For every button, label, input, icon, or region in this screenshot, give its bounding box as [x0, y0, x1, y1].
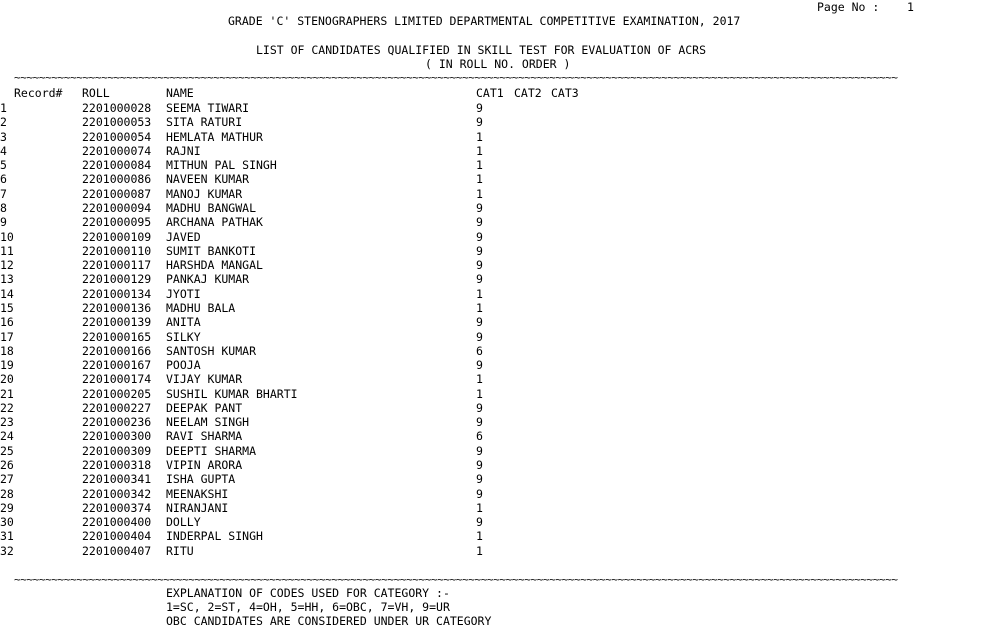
- table-row: [0, 287, 1000, 301]
- column-header-name: NAME: [166, 86, 194, 100]
- cell-cat1: 9: [476, 515, 483, 530]
- table-row: [0, 101, 1000, 115]
- cell-roll: 2201000110: [82, 243, 152, 258]
- table-row: [0, 529, 1000, 543]
- cell-cat1: 9: [476, 101, 483, 115]
- cell-record: 11: [0, 243, 14, 258]
- cell-name: JYOTI: [166, 286, 201, 301]
- cell-record: 23: [0, 415, 14, 430]
- cell-roll: 2201000205: [82, 386, 152, 401]
- cell-name: VIJAY KUMAR: [166, 372, 243, 387]
- cell-record: 28: [0, 486, 14, 501]
- cell-name: DOLLY: [166, 515, 201, 530]
- cell-record: 10: [0, 229, 14, 244]
- cell-cat1: 9: [476, 243, 483, 258]
- cell-roll: 2201000227: [82, 400, 152, 415]
- cell-cat1: 1: [476, 186, 483, 201]
- cell-record: 1: [0, 101, 7, 115]
- cell-name: DEEPAK PANT: [166, 400, 243, 415]
- cell-roll: 2201000094: [82, 200, 152, 215]
- cell-cat1: 1: [476, 372, 483, 387]
- cell-name: SUSHIL KUMAR BHARTI: [166, 386, 298, 401]
- cell-record: 17: [0, 329, 14, 344]
- cell-roll: 2201000165: [82, 329, 152, 344]
- cell-cat1: 9: [476, 400, 483, 415]
- cell-cat1: 9: [476, 229, 483, 244]
- table-row: [0, 344, 1000, 358]
- cell-name: NEELAM SINGH: [166, 415, 250, 430]
- cell-roll: 2201000134: [82, 286, 152, 301]
- cell-cat1: 9: [476, 329, 483, 344]
- table-row: [0, 544, 1000, 558]
- cell-name: MEENAKSHI: [166, 486, 229, 501]
- cell-roll: 2201000236: [82, 415, 152, 430]
- cell-record: 15: [0, 300, 14, 315]
- cell-record: 2: [0, 115, 7, 130]
- cell-name: MADHU BALA: [166, 300, 236, 315]
- table-row: [0, 315, 1000, 329]
- cell-name: SITA RATURI: [166, 115, 243, 130]
- table-row: [0, 215, 1000, 229]
- cell-roll: 2201000084: [82, 158, 152, 173]
- cell-name: NAVEEN KUMAR: [166, 172, 250, 187]
- cell-roll: 2201000174: [82, 372, 152, 387]
- table-row: [0, 244, 1000, 258]
- page-number-label: Page No :: [817, 0, 880, 14]
- cell-roll: 2201000309: [82, 443, 152, 458]
- cell-record: 8: [0, 200, 7, 215]
- cell-cat1: 1: [476, 386, 483, 401]
- cell-roll: 2201000136: [82, 300, 152, 315]
- cell-roll: 2201000054: [82, 129, 152, 144]
- table-row: [0, 515, 1000, 529]
- cell-cat1: 9: [476, 358, 483, 373]
- cell-roll: 2201000087: [82, 186, 152, 201]
- table-row: [0, 258, 1000, 272]
- cell-cat1: 9: [476, 472, 483, 487]
- table-row: [0, 172, 1000, 186]
- candidate-list: [0, 101, 1000, 558]
- cell-record: 26: [0, 458, 14, 473]
- table-row: [0, 372, 1000, 386]
- table-row: [0, 458, 1000, 472]
- cell-cat1: 9: [476, 215, 483, 230]
- column-header-record: Record#: [14, 86, 63, 100]
- table-row: [0, 201, 1000, 215]
- cell-name: PANKAJ KUMAR: [166, 272, 250, 287]
- cell-name: JAVED: [166, 229, 201, 244]
- cell-cat1: 9: [476, 200, 483, 215]
- cell-record: 3: [0, 129, 7, 144]
- cell-record: 32: [0, 543, 14, 558]
- cell-name: DEEPTI SHARMA: [166, 443, 257, 458]
- table-row: [0, 472, 1000, 486]
- cell-roll: 2201000028: [82, 101, 152, 115]
- table-row: [0, 115, 1000, 129]
- cell-cat1: 1: [476, 286, 483, 301]
- cell-name: MITHUN PAL SINGH: [166, 158, 277, 173]
- cell-cat1: 1: [476, 529, 483, 544]
- cell-roll: 2201000139: [82, 315, 152, 330]
- table-row: [0, 429, 1000, 443]
- cell-record: 4: [0, 143, 7, 158]
- cell-record: 27: [0, 472, 14, 487]
- cell-record: 24: [0, 429, 14, 444]
- cell-name: RITU: [166, 543, 194, 558]
- table-row: [0, 330, 1000, 344]
- cell-name: INDERPAL SINGH: [166, 529, 263, 544]
- table-row: [0, 444, 1000, 458]
- cell-cat1: 1: [476, 143, 483, 158]
- cell-record: 29: [0, 500, 14, 515]
- cell-cat1: 6: [476, 429, 483, 444]
- cell-roll: 2201000166: [82, 343, 152, 358]
- table-row: [0, 187, 1000, 201]
- cell-name: SANTOSH KUMAR: [166, 343, 257, 358]
- cell-cat1: 9: [476, 115, 483, 130]
- cell-record: 20: [0, 372, 14, 387]
- cell-cat1: 9: [476, 458, 483, 473]
- cell-roll: 2201000053: [82, 115, 152, 130]
- cell-name: ANITA: [166, 315, 201, 330]
- cell-record: 14: [0, 286, 14, 301]
- cell-record: 9: [0, 215, 7, 230]
- cell-roll: 2201000407: [82, 543, 152, 558]
- obc-note: OBC CANDIDATES ARE CONSIDERED UNDER UR CATEGORY: [166, 614, 492, 628]
- cell-roll: 2201000109: [82, 229, 152, 244]
- cell-roll: 2201000400: [82, 515, 152, 530]
- bottom-separator: ~~~~~~~~~~~~~~~~~~~~~~~~~~~~~~~~~~~~~~~~~~~~~~~~~~~~~~~~~~~~~~~~~~~~~~~~~~~~~~~~~~~~~~~~~~~~~~~~~~~~~~~~~~~~~~~~~~~~~~~~~~~~~~~~~~~~~~~~~~~~~~: [14, 575, 898, 585]
- category-codes: 1=SC, 2=ST, 4=OH, 5=HH, 6=OBC, 7=VH, 9=UR: [166, 600, 450, 614]
- cell-record: 6: [0, 172, 7, 187]
- table-row: [0, 272, 1000, 286]
- cell-roll: 2201000167: [82, 358, 152, 373]
- column-header-cat1: CAT1: [476, 86, 504, 100]
- cell-roll: 2201000129: [82, 272, 152, 287]
- cell-roll: 2201000300: [82, 429, 152, 444]
- cell-record: 13: [0, 272, 14, 287]
- cell-cat1: 1: [476, 300, 483, 315]
- cell-record: 21: [0, 386, 14, 401]
- table-row: [0, 501, 1000, 515]
- table-row: [0, 415, 1000, 429]
- cell-record: 12: [0, 258, 14, 273]
- cell-record: 31: [0, 529, 14, 544]
- table-row: [0, 301, 1000, 315]
- cell-name: ISHA GUPTA: [166, 472, 236, 487]
- cell-record: 19: [0, 358, 14, 373]
- table-row: [0, 130, 1000, 144]
- cell-name: RAVI SHARMA: [166, 429, 243, 444]
- page-number: 1: [907, 0, 914, 14]
- column-header-cat3: CAT3: [551, 86, 579, 100]
- cell-cat1: 9: [476, 486, 483, 501]
- cell-record: 30: [0, 515, 14, 530]
- cell-name: MADHU BANGWAL: [166, 200, 257, 215]
- cell-cat1: 1: [476, 172, 483, 187]
- cell-name: SEEMA TIWARI: [166, 101, 250, 115]
- table-row: [0, 358, 1000, 372]
- cell-name: SUMIT BANKOTI: [166, 243, 257, 258]
- cell-name: POOJA: [166, 358, 201, 373]
- cell-record: 18: [0, 343, 14, 358]
- cell-roll: 2201000374: [82, 500, 152, 515]
- cell-name: SILKY: [166, 329, 201, 344]
- table-row: [0, 144, 1000, 158]
- cell-roll: 2201000404: [82, 529, 152, 544]
- cell-cat1: 9: [476, 272, 483, 287]
- top-separator: ~~~~~~~~~~~~~~~~~~~~~~~~~~~~~~~~~~~~~~~~~~~~~~~~~~~~~~~~~~~~~~~~~~~~~~~~~~~~~~~~~~~~~~~~~~~~~~~~~~~~~~~~~~~~~~~~~~~~~~~~~~~~~~~~~~~~~~~~~~~~~~: [14, 73, 898, 83]
- cell-cat1: 9: [476, 415, 483, 430]
- table-row: [0, 401, 1000, 415]
- cell-record: 7: [0, 186, 7, 201]
- cell-roll: 2201000341: [82, 472, 152, 487]
- cell-name: RAJNI: [166, 143, 201, 158]
- cell-roll: 2201000095: [82, 215, 152, 230]
- table-row: [0, 487, 1000, 501]
- cell-name: HARSHDA MANGAL: [166, 258, 263, 273]
- cell-cat1: 1: [476, 543, 483, 558]
- cell-record: 5: [0, 158, 7, 173]
- cell-name: ARCHANA PATHAK: [166, 215, 263, 230]
- cell-roll: 2201000342: [82, 486, 152, 501]
- cell-roll: 2201000318: [82, 458, 152, 473]
- cell-roll: 2201000117: [82, 258, 152, 273]
- cell-roll: 2201000074: [82, 143, 152, 158]
- cell-cat1: 6: [476, 343, 483, 358]
- cell-cat1: 9: [476, 315, 483, 330]
- table-row: [0, 230, 1000, 244]
- column-header-cat2: CAT2: [514, 86, 542, 100]
- list-subtitle: LIST OF CANDIDATES QUALIFIED IN SKILL TEST FOR EVALUATION OF ACRS: [256, 43, 707, 57]
- cell-record: 22: [0, 400, 14, 415]
- cell-cat1: 9: [476, 258, 483, 273]
- order-note: ( IN ROLL NO. ORDER ): [425, 57, 571, 71]
- cell-record: 25: [0, 443, 14, 458]
- document-title: GRADE 'C' STENOGRAPHERS LIMITED DEPARTMENTAL COMPETITIVE EXAMINATION, 2017: [228, 14, 741, 28]
- explanation-title: EXPLANATION OF CODES USED FOR CATEGORY :-: [166, 586, 450, 600]
- cell-cat1: 1: [476, 158, 483, 173]
- cell-name: NIRANJANI: [166, 500, 229, 515]
- cell-roll: 2201000086: [82, 172, 152, 187]
- cell-cat1: 1: [476, 500, 483, 515]
- cell-name: HEMLATA MATHUR: [166, 129, 263, 144]
- column-header-roll: ROLL: [82, 86, 110, 100]
- cell-name: VIPIN ARORA: [166, 458, 243, 473]
- cell-cat1: 1: [476, 129, 483, 144]
- table-row: [0, 158, 1000, 172]
- cell-record: 16: [0, 315, 14, 330]
- cell-name: MANOJ KUMAR: [166, 186, 243, 201]
- table-row: [0, 387, 1000, 401]
- cell-cat1: 9: [476, 443, 483, 458]
